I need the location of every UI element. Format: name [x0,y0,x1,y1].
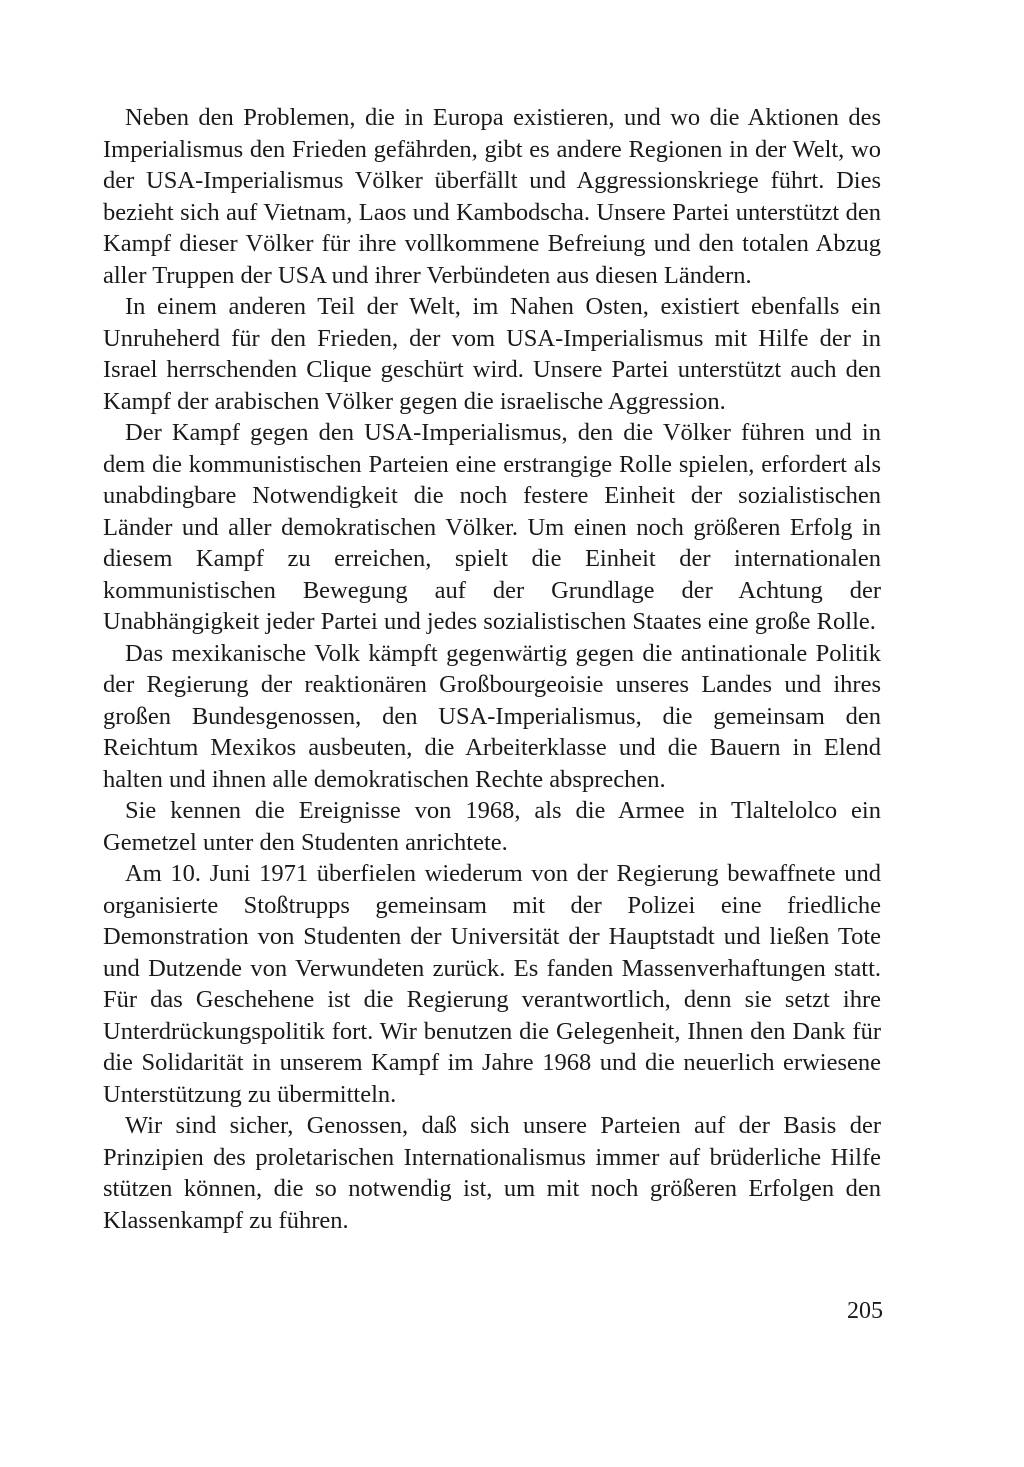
body-text [103,102,881,1236]
paragraph-4: Das mexikanische Volk kämpft gegenwärtig gegen die antinationale Politik der Regierung der reaktionären Großbourgeoisie unseres Landes und ihres großen Bundesgenossen, den USA-Imperialismus, die gemeinsam den Reichtum Mexikos ausbeuten, die Arbeiterklasse und die Bauern in Elend halten und ihnen alle demokratischen Rechte absprechen. [103,639,881,793]
paragraph-3: Der Kampf gegen den USA-Imperialismus, den die Völker führen und in dem die kommunistischen Parteien eine erstrangige Rolle spielen, erfordert als unabdingbare Notwendigkeit die noch festere Einheit der sozialistischen Länder und aller demokratischen Völker. Um einen noch größeren Erfolg in diesem Kampf zu erreichen, spielt die Einheit der internationalen kommunistischen Bewegung auf der Grundlage der Achtung der Unabhängigkeit jeder Partei und jedes sozialistischen Staates eine große Rolle. [103,419,881,635]
paragraph-2: In einem anderen Teil der Welt, im Nahen Osten, existiert ebenfalls ein Unruheherd für den Frieden, der vom USA-Imperialismus mit Hilfe der in Israel herrschenden Clique geschürt wird. Unsere Partei unterstützt auch den Kampf der arabischen Völker gegen die israelische Aggression. [103,293,881,415]
paragraph-1: Neben den Problemen, die in Europa existieren, und wo die Aktionen des Imperialismus den Frieden gefährden, gibt es andere Regionen in der Welt, wo der USA-Imperialismus Völker überfällt und Aggressionskriege führt. Dies bezieht sich auf Vietnam, Laos und Kambodscha. Unsere Partei unterstützt den Kampf dieser Völker für ihre vollkommene Befreiung und den totalen Abzug aller Truppen der USA und ihrer Verbündeten aus diesen Ländern. [103,104,881,289]
page-number: 205 [847,1298,883,1324]
paragraph-6: Am 10. Juni 1971 überfielen wiederum von der Regierung bewaffnete und organisierte Stoßtrupps gemeinsam mit der Polizei eine friedliche Demonstration von Studenten der Universität der Hauptstadt und ließen Tote und Dutzende von Verwundeten zurück. Es fanden Massenverhaftungen statt. Für das Geschehene ist die Regierung verantwortlich, denn sie setzt ihre Unterdrückungspolitik fort. Wir benutzen die Gelegenheit, Ihnen den Dank für die Solidarität in unserem Kampf im Jahre 1968 und die neuerlich erwiesene Unterstützung zu übermitteln. [103,860,881,1108]
paragraph-7: Wir sind sicher, Genossen, daß sich unsere Parteien auf der Basis der Prinzipien des proletarischen Internationalismus immer auf brüderliche Hilfe stützen können, die so notwendig ist, um mit noch größeren Erfolgen den Klassenkampf zu führen. [103,1112,881,1234]
paragraph-5: Sie kennen die Ereignisse von 1968, als die Armee in Tlaltelolco ein Gemetzel unter den Studenten anrichtete. [103,797,881,856]
